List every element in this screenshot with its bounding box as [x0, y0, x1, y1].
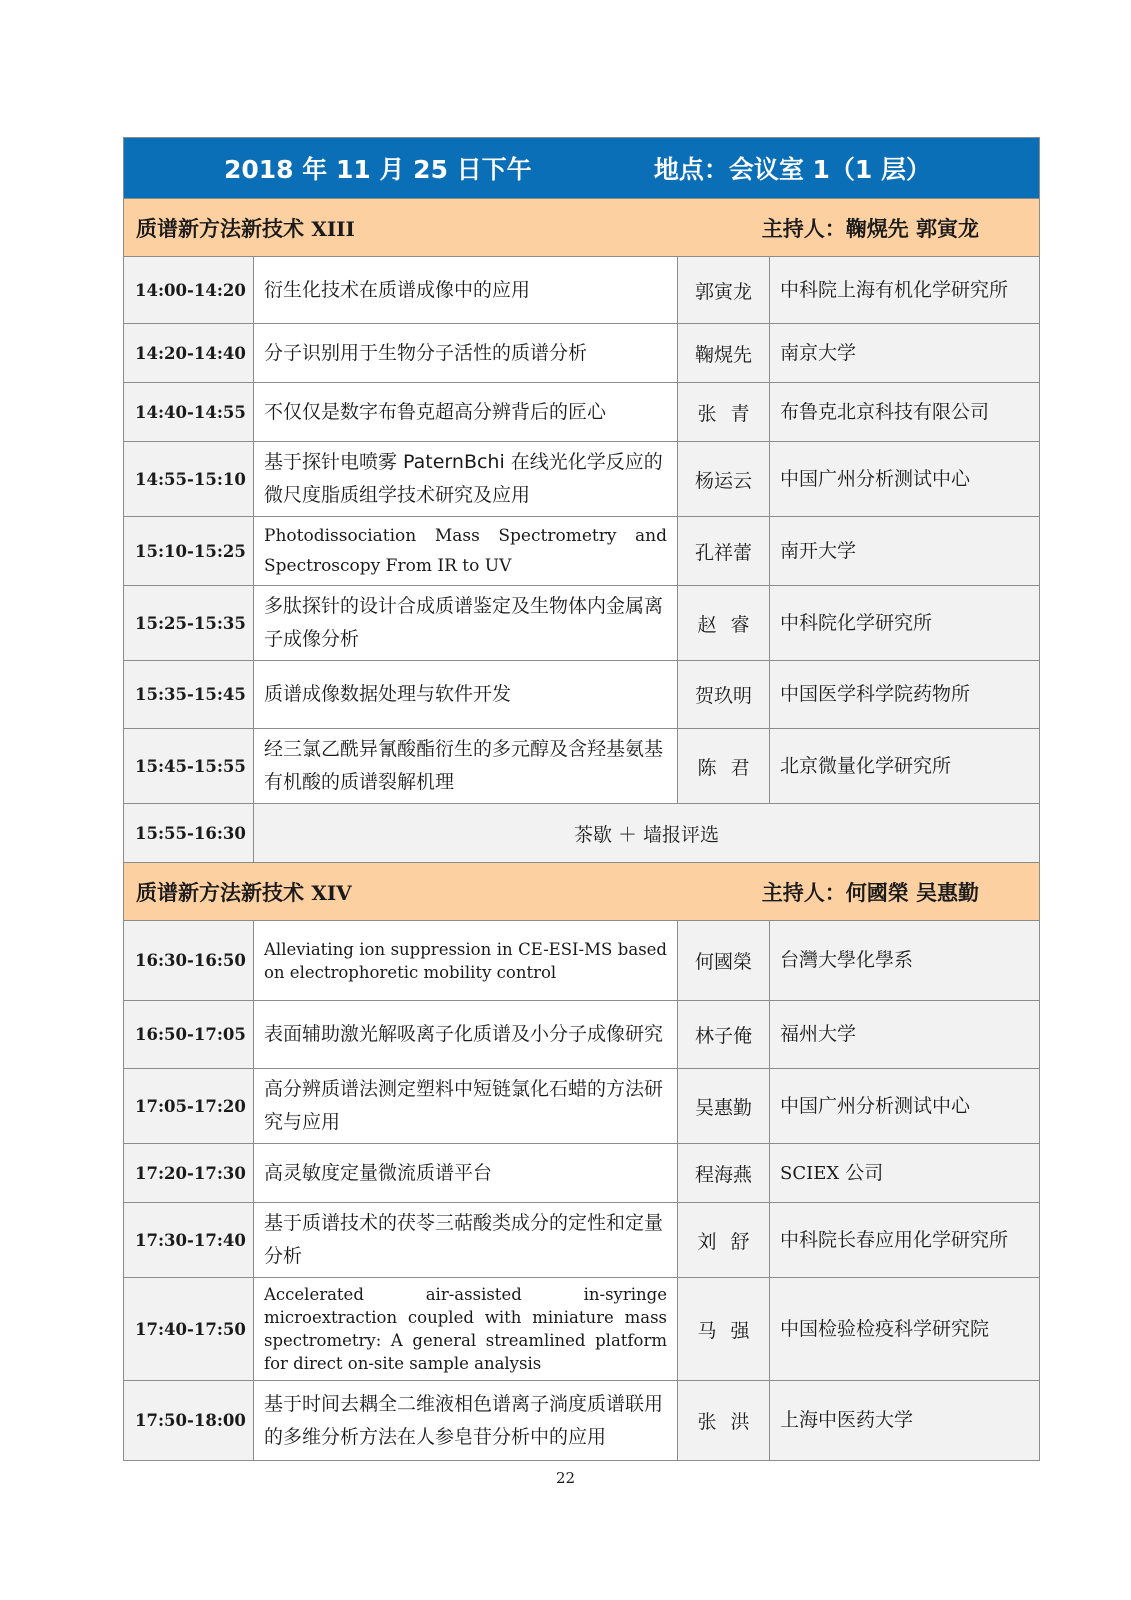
table-row [124, 324, 1040, 383]
talk-speaker: 吴惠勤 [678, 1069, 770, 1144]
talk-title: 衍生化技术在质谱成像中的应用 [254, 257, 678, 324]
page-number: 22 [555, 1469, 576, 1487]
talk-speaker: 张青 [678, 383, 770, 442]
talk-speaker: 林子俺 [678, 1001, 770, 1069]
talk-time: 14:20-14:40 [124, 324, 254, 383]
table-row [124, 517, 1040, 586]
table-row [124, 1001, 1040, 1069]
talk-title: 分子识别用于生物分子活性的质谱分析 [254, 324, 678, 383]
table-row [124, 921, 1040, 1001]
talk-speaker: 赵睿 [678, 586, 770, 661]
session-number: XIV [311, 880, 352, 905]
talk-title: 多肽探针的设计合成质谱鉴定及生物体内金属离子成像分析 [254, 586, 678, 661]
talk-time: 17:05-17:20 [124, 1069, 254, 1144]
talk-time: 17:50-18:00 [124, 1381, 254, 1461]
session-header-row [124, 199, 1040, 257]
talk-title: 表面辅助激光解吸离子化质谱及小分子成像研究 [254, 1001, 678, 1069]
talk-affiliation: 中国广州分析测试中心 [770, 1069, 1040, 1144]
talk-affiliation: 南开大学 [770, 517, 1040, 586]
talk-affiliation: 中科院化学研究所 [770, 586, 1040, 661]
talk-speaker: 杨运云 [678, 442, 770, 517]
talk-affiliation [770, 1144, 1040, 1203]
session-title [136, 213, 355, 243]
talk-speaker: 郭寅龙 [678, 257, 770, 324]
talk-title: 高分辨质谱法测定塑料中短链氯化石蜡的方法研究与应用 [254, 1069, 678, 1144]
talk-title: 基于质谱技术的茯苓三萜酸类成分的定性和定量分析 [254, 1203, 678, 1278]
talk-time: 15:10-15:25 [124, 517, 254, 586]
talk-title: 质谱成像数据处理与软件开发 [254, 661, 678, 729]
session-hosts: 主持人：鞠熀先 郭寅龙 [761, 216, 980, 241]
talk-speaker: 马强 [678, 1278, 770, 1381]
table-row [124, 586, 1040, 661]
talk-affiliation: 台灣大學化學系 [770, 921, 1040, 1001]
talk-title: 经三氯乙酰异氰酸酯衍生的多元醇及含羟基氨基有机酸的质谱裂解机理 [254, 729, 678, 804]
break-row [124, 804, 1040, 863]
table-row [124, 1144, 1040, 1203]
talk-affiliation: 北京微量化学研究所 [770, 729, 1040, 804]
talk-speaker: 张洪 [678, 1381, 770, 1461]
schedule-table [123, 137, 1040, 1461]
schedule-location: 地点：会议室 1（1 层） [653, 155, 932, 184]
schedule-header-row [124, 138, 1040, 199]
table-row [124, 257, 1040, 324]
talk-speaker: 鞠熀先 [678, 324, 770, 383]
talk-time: 15:45-15:55 [124, 729, 254, 804]
session-header-row [124, 863, 1040, 921]
talk-title: 高灵敏度定量微流质谱平台 [254, 1144, 678, 1203]
table-row [124, 442, 1040, 517]
talk-affiliation: 布鲁克北京科技有限公司 [770, 383, 1040, 442]
talk-time: 15:25-15:35 [124, 586, 254, 661]
talk-time: 17:40-17:50 [124, 1278, 254, 1381]
session-number: XIII [311, 216, 355, 241]
talk-affiliation: 南京大学 [770, 324, 1040, 383]
affiliation-latin: SCIEX [780, 1162, 840, 1184]
talk-time: 17:20-17:30 [124, 1144, 254, 1203]
table-row [124, 1069, 1040, 1144]
talk-time: 14:00-14:20 [124, 257, 254, 324]
session-title-text: 质谱新方法新技术 [136, 880, 304, 905]
talk-title: 不仅仅是数字布鲁克超高分辨背后的匠心 [254, 383, 678, 442]
talk-time: 16:50-17:05 [124, 1001, 254, 1069]
break-time: 15:55-16:30 [124, 804, 254, 863]
table-row [124, 1203, 1040, 1278]
talk-title: Photodissociation Mass Spectrometry and Spectroscopy From IR to UV [254, 517, 678, 586]
talk-affiliation: 中科院长春应用化学研究所 [770, 1203, 1040, 1278]
talk-affiliation: 中科院上海有机化学研究所 [770, 257, 1040, 324]
talk-speaker: 孔祥蕾 [678, 517, 770, 586]
talk-title: 基于探针电喷雾 PaternBchi 在线光化学反应的微尺度脂质组学技术研究及应用 [254, 442, 678, 517]
table-row [124, 661, 1040, 729]
table-row [124, 1381, 1040, 1461]
talk-time: 17:30-17:40 [124, 1203, 254, 1278]
session-title [136, 877, 352, 907]
talk-time: 14:55-15:10 [124, 442, 254, 517]
talk-title: 基于时间去耦全二维液相色谱离子淌度质谱联用的多维分析方法在人参皂苷分析中的应用 [254, 1381, 678, 1461]
talk-time: 14:40-14:55 [124, 383, 254, 442]
talk-affiliation: 中国广州分析测试中心 [770, 442, 1040, 517]
talk-speaker: 贺玖明 [678, 661, 770, 729]
session-title-text: 质谱新方法新技术 [136, 216, 304, 241]
table-row [124, 1278, 1040, 1381]
talk-affiliation: 福州大学 [770, 1001, 1040, 1069]
break-text: 茶歇 ＋ 墙报评选 [254, 804, 1040, 863]
talk-affiliation: 中国医学科学院药物所 [770, 661, 1040, 729]
talk-speaker: 刘舒 [678, 1203, 770, 1278]
talk-affiliation: 中国检验检疫科学研究院 [770, 1278, 1040, 1381]
table-row [124, 729, 1040, 804]
talk-time: 15:35-15:45 [124, 661, 254, 729]
talk-title: Accelerated air-assisted in-syringe microextraction coupled with miniature mass spectrometry: A general streamlined platform for direct on-site sample analysis [254, 1278, 678, 1381]
talk-speaker: 程海燕 [678, 1144, 770, 1203]
talk-speaker: 陈君 [678, 729, 770, 804]
talk-speaker: 何國榮 [678, 921, 770, 1001]
affiliation-suffix: 公司 [839, 1161, 884, 1184]
table-row [124, 383, 1040, 442]
talk-affiliation: 上海中医药大学 [770, 1381, 1040, 1461]
talk-title: Alleviating ion suppression in CE-ESI-MS based on electrophoretic mobility control [254, 921, 678, 1001]
session-hosts: 主持人：何國榮 吴惠勤 [761, 880, 980, 905]
schedule-date: 2018 年 11 月 25 日下午 [224, 155, 532, 184]
talk-time: 16:30-16:50 [124, 921, 254, 1001]
